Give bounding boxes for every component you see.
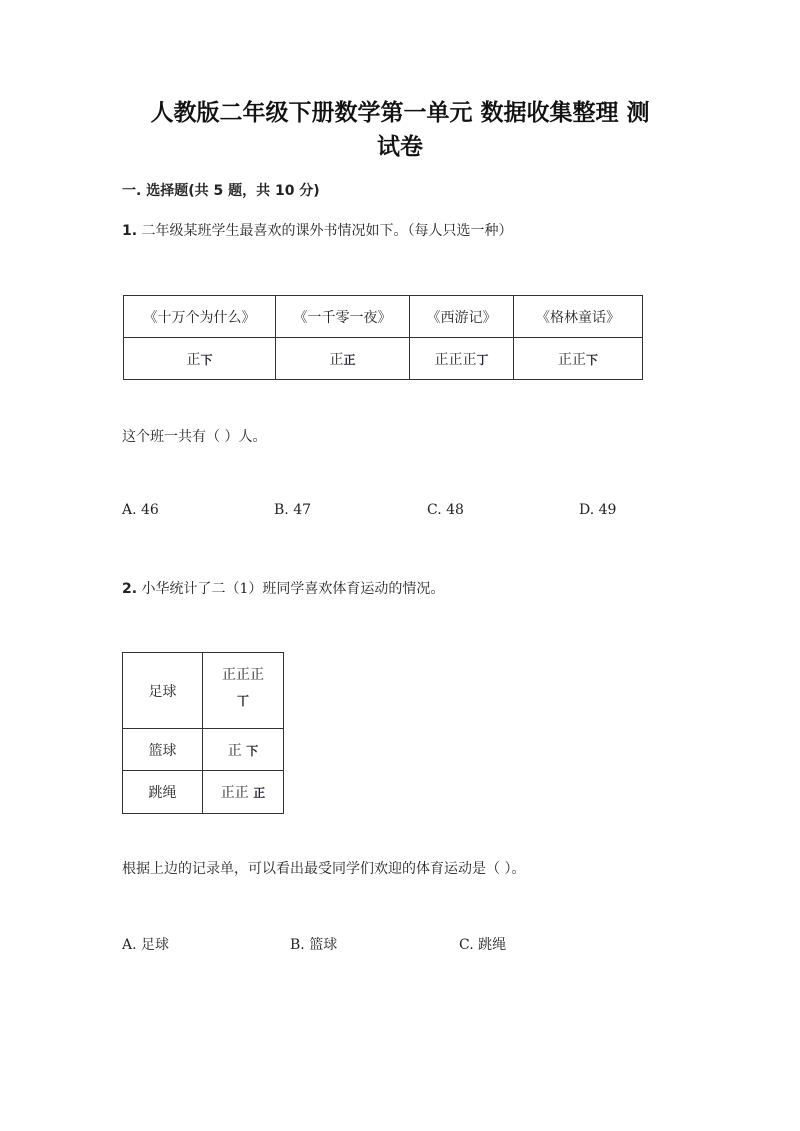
sport-cell: 足球 [123, 653, 203, 729]
table-header-cell: 《西游记》 [410, 296, 514, 338]
question-1-text: 二年级某班学生最喜欢的课外书情况如下。（每人只选一种） [141, 223, 513, 239]
tally-full: 正正正 [434, 351, 477, 368]
tally-partial: 下 [200, 352, 213, 367]
tally-cell [514, 338, 643, 380]
option-d[interactable]: D. 49 [579, 502, 617, 518]
title-line-2: 试卷 [377, 134, 423, 160]
tally-partial: 正 [343, 352, 356, 367]
table-header-row [124, 296, 643, 338]
question-2-prompt: 根据上边的记录单，可以看出最受同学们欢迎的体育运动是（ ）。 [122, 861, 526, 877]
sport-cell: 篮球 [123, 729, 203, 771]
option-c[interactable]: C. 跳绳 [459, 937, 507, 953]
tally-full: 正 [227, 742, 247, 759]
tally-cell [203, 771, 284, 814]
tally-partial: 丅 [236, 694, 249, 708]
question-2-text: 小华统计了二（1）班同学喜欢体育运动的情况。 [141, 581, 445, 597]
question-2-number: 2. [122, 581, 138, 597]
table-header-cell: 《十万个为什么》 [124, 296, 276, 338]
tally-partial: 正 [253, 786, 266, 800]
sport-cell: 跳绳 [123, 771, 203, 814]
tally-cell [410, 338, 514, 380]
question-1-prompt: 这个班一共有（ ）人。 [122, 429, 267, 445]
books-tally-table [123, 295, 643, 380]
tally-full: 正正 [220, 785, 254, 801]
tally-full: 正正正 [222, 667, 264, 683]
tally-full: 正 [329, 351, 344, 368]
table-header-cell: 《一千零一夜》 [276, 296, 410, 338]
table-row [124, 338, 643, 380]
table-header-cell: 《格林童话》 [514, 296, 643, 338]
page-title [100, 96, 700, 164]
tally-full: 正正 [557, 351, 586, 368]
tally-cell [276, 338, 410, 380]
option-c[interactable]: C. 48 [427, 502, 464, 518]
tally-partial: 下 [246, 743, 259, 758]
table-row [123, 771, 284, 814]
section-heading: 一. 选择题(共 5 题，共 10 分) [122, 183, 320, 199]
tally-full: 正 [186, 351, 201, 368]
title-line-1: 人教版二年级下册数学第一单元 数据收集整理 测 [150, 100, 650, 126]
question-1 [122, 220, 513, 240]
sports-tally-table [122, 652, 284, 814]
option-a[interactable]: A. 46 [122, 502, 159, 518]
tally-partial: 丁 [476, 352, 489, 367]
option-a[interactable]: A. 足球 [122, 937, 170, 953]
tally-cell [124, 338, 276, 380]
tally-cell [203, 729, 284, 771]
table-row [123, 653, 284, 729]
table-row [123, 729, 284, 771]
option-b[interactable]: B. 47 [274, 502, 312, 518]
option-b[interactable]: B. 篮球 [290, 937, 338, 953]
question-1-number: 1. [122, 223, 138, 239]
question-2 [122, 578, 444, 598]
tally-cell [203, 653, 284, 729]
tally-partial: 下 [585, 352, 598, 367]
